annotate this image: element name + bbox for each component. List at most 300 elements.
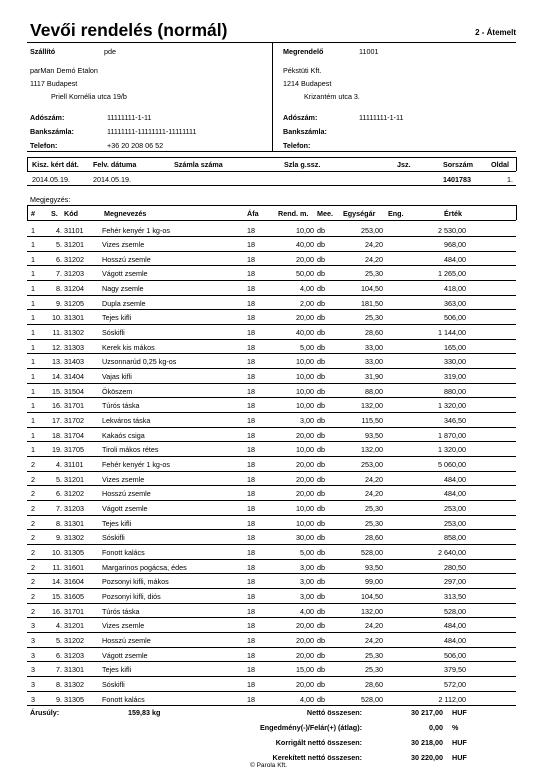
cell-qty: 20,00 <box>296 679 314 689</box>
cell-name: Pozsonyi kifli, diós <box>102 592 161 601</box>
table-row <box>27 456 516 472</box>
cell-vat: 18 <box>247 679 255 689</box>
cell-qty: 20,00 <box>296 474 314 484</box>
corrected-total-currency: HUF <box>452 738 467 747</box>
cell-price: 31,90 <box>365 372 383 382</box>
cell-price: 253,00 <box>361 460 383 470</box>
cell-unit: db <box>317 694 325 704</box>
info-box-left <box>27 157 28 171</box>
table-row <box>27 280 516 296</box>
cell-price: 25,30 <box>365 518 383 528</box>
cell-unit: db <box>317 679 325 689</box>
cell-price: 24,20 <box>365 254 383 264</box>
cell-hash: 1 <box>31 342 35 352</box>
cell-value: 1 144,00 <box>438 328 466 338</box>
supplier-code: pde <box>104 47 116 56</box>
table-row <box>27 324 516 340</box>
cell-code: 31301 <box>64 313 84 323</box>
cell-value: 165,00 <box>444 342 466 352</box>
cell-vat: 18 <box>247 562 255 572</box>
cell-code: 31701 <box>64 401 84 411</box>
cell-unit: db <box>317 592 325 601</box>
party-divider <box>272 43 273 151</box>
info-header-record-date: Felv. dátuma <box>93 160 137 169</box>
cell-vat: 18 <box>247 548 255 558</box>
cell-name: Fehér kenyér 1 kg-os <box>102 225 170 235</box>
cell-qty: 10,00 <box>296 372 314 382</box>
cell-seq: 7. <box>56 665 62 675</box>
cell-vat: 18 <box>247 328 255 338</box>
cell-hash: 2 <box>31 504 35 514</box>
cell-qty: 3,00 <box>300 592 314 601</box>
info-header-szla: Szla g.ssz. <box>284 160 321 169</box>
cell-name: Vizes zsemle <box>102 240 145 250</box>
table-row <box>27 427 516 443</box>
customer-tax-label: Adószám: <box>283 113 318 122</box>
cell-price: 132,00 <box>361 606 383 616</box>
cell-code: 31202 <box>64 635 84 645</box>
cell-value: 968,00 <box>444 240 466 250</box>
cell-vat: 18 <box>247 254 255 264</box>
cell-unit: db <box>317 518 325 528</box>
col-header-hash: # <box>31 209 35 218</box>
cell-qty: 20,00 <box>296 489 314 499</box>
cell-code: 31303 <box>64 342 84 352</box>
rounded-total-label: Kerekített nettó összesen: <box>272 753 362 762</box>
cell-code: 31301 <box>64 518 84 528</box>
cell-price: 104,50 <box>361 592 383 601</box>
cell-code: 31403 <box>64 357 84 367</box>
cell-seq: 8. <box>56 679 62 689</box>
cell-qty: 3,00 <box>300 577 314 587</box>
cell-name: Vizes zsemle <box>102 474 145 484</box>
cell-seq: 10. <box>52 548 62 558</box>
cell-qty: 10,00 <box>296 504 314 514</box>
cell-price: 24,20 <box>365 635 383 645</box>
weight-value: 159,83 kg <box>128 708 161 717</box>
info-values-bottom <box>27 185 516 186</box>
info-page: 1. <box>507 175 513 184</box>
cell-qty: 20,00 <box>296 460 314 470</box>
totals-divider <box>27 705 516 706</box>
cell-code: 31601 <box>64 562 84 572</box>
cell-qty: 20,00 <box>296 254 314 264</box>
cell-code: 31205 <box>64 298 84 308</box>
cell-value: 506,00 <box>444 650 466 660</box>
cell-qty: 20,00 <box>296 621 314 631</box>
corrected-total-value: 30 218,00 <box>411 738 443 747</box>
cell-code: 31604 <box>64 577 84 587</box>
cell-vat: 18 <box>247 665 255 675</box>
cell-price: 93,50 <box>365 562 383 572</box>
cell-price: 25,30 <box>365 269 383 279</box>
cell-name: Sóskifli <box>102 679 125 689</box>
cell-code: 31302 <box>64 533 84 543</box>
cell-hash: 1 <box>31 225 35 235</box>
cell-name: Fonott kalács <box>102 694 145 704</box>
net-total-currency: HUF <box>452 708 467 717</box>
cell-value: 484,00 <box>444 254 466 264</box>
cell-name: Túrós táska <box>102 606 140 616</box>
cell-qty: 3,00 <box>300 416 314 426</box>
cell-vat: 18 <box>247 386 255 396</box>
cell-value: 319,00 <box>444 372 466 382</box>
cell-code: 31305 <box>64 548 84 558</box>
cell-value: 1 265,00 <box>438 269 466 279</box>
cell-vat: 18 <box>247 284 255 294</box>
cell-hash: 3 <box>31 679 35 689</box>
cell-code: 31101 <box>64 460 84 470</box>
cell-name: Vágott zsemle <box>102 650 148 660</box>
table-row <box>27 236 516 252</box>
cell-price: 132,00 <box>361 401 383 411</box>
cell-qty: 20,00 <box>296 650 314 660</box>
customer-bank-label: Bankszámla: <box>283 127 327 136</box>
cell-code: 31101 <box>64 225 84 235</box>
cell-price: 181,50 <box>361 298 383 308</box>
info-header-jsz: Jsz. <box>397 160 411 169</box>
cell-seq: 5. <box>56 635 62 645</box>
cell-hash: 3 <box>31 694 35 704</box>
cell-vat: 18 <box>247 445 255 455</box>
cell-price: 25,30 <box>365 650 383 660</box>
cell-value: 280,50 <box>444 562 466 572</box>
cell-unit: db <box>317 430 325 440</box>
cell-seq: 19. <box>52 445 62 455</box>
cell-price: 25,30 <box>365 504 383 514</box>
table-row <box>27 265 516 281</box>
cell-unit: db <box>317 665 325 675</box>
cell-qty: 20,00 <box>296 635 314 645</box>
cell-qty: 10,00 <box>296 386 314 396</box>
page-title: Vevői rendelés (normál) <box>30 20 228 40</box>
table-row <box>27 251 516 267</box>
cell-code: 31201 <box>64 621 84 631</box>
table-row <box>27 412 516 428</box>
table-row <box>27 647 516 663</box>
net-total-value: 30 217,00 <box>411 708 443 717</box>
table-row <box>27 397 516 413</box>
cell-vat: 18 <box>247 577 255 587</box>
cell-code: 31301 <box>64 665 84 675</box>
cell-seq: 4. <box>56 225 62 235</box>
cell-name: Sóskifli <box>102 328 125 338</box>
info-header-date: Kisz. kért dát. <box>32 160 79 169</box>
cell-unit: db <box>317 269 325 279</box>
table-row <box>27 515 516 531</box>
cell-name: Pozsonyi kifli, mákos <box>102 577 169 587</box>
cell-unit: db <box>317 533 325 543</box>
cell-value: 1 870,00 <box>438 430 466 440</box>
cell-value: 484,00 <box>444 635 466 645</box>
cell-hash: 1 <box>31 372 35 382</box>
cell-code: 31202 <box>64 489 84 499</box>
cell-value: 297,00 <box>444 577 466 587</box>
cell-hash: 1 <box>31 386 35 396</box>
cell-hash: 1 <box>31 269 35 279</box>
cell-unit: db <box>317 328 325 338</box>
cell-unit: db <box>317 562 325 572</box>
cell-name: Vizes zsemle <box>102 621 145 631</box>
cell-price: 25,30 <box>365 665 383 675</box>
cell-price: 88,00 <box>365 386 383 396</box>
cell-value: 379,50 <box>444 665 466 675</box>
net-total-label: Nettó összesen: <box>306 708 362 717</box>
discount-label: Engedmény(-)/Felár(+) (átlag): <box>259 723 362 732</box>
info-box-right <box>516 157 517 171</box>
table-row <box>27 588 516 604</box>
table-row <box>27 559 516 575</box>
cell-value: 528,00 <box>444 606 466 616</box>
cell-seq: 11. <box>52 328 62 338</box>
info-date: 2014.05.19. <box>32 175 70 184</box>
table-row <box>27 691 516 707</box>
cell-vat: 18 <box>247 372 255 382</box>
cell-value: 572,00 <box>444 679 466 689</box>
cell-vat: 18 <box>247 416 255 426</box>
cell-qty: 15,00 <box>296 665 314 675</box>
cell-unit: db <box>317 635 325 645</box>
cell-hash: 1 <box>31 298 35 308</box>
supplier-tax-label: Adószám: <box>30 113 65 122</box>
cell-unit: db <box>317 284 325 294</box>
cell-code: 31302 <box>64 679 84 689</box>
cell-hash: 3 <box>31 665 35 675</box>
cell-code: 31504 <box>64 386 84 396</box>
table-row <box>27 368 516 384</box>
cell-value: 418,00 <box>444 284 466 294</box>
info-header-invoice: Számla száma <box>174 160 223 169</box>
cell-unit: db <box>317 298 325 308</box>
cell-vat: 18 <box>247 240 255 250</box>
cell-seq: 6. <box>56 650 62 660</box>
cell-vat: 18 <box>247 504 255 514</box>
cell-unit: db <box>317 372 325 382</box>
cell-name: Ököszem <box>102 386 133 396</box>
corrected-total-label: Korrigált nettó összesen: <box>275 738 362 747</box>
discount-value: 0,00 <box>429 723 443 732</box>
info-header-page: Oldal <box>491 160 509 169</box>
cell-price: 99,00 <box>365 577 383 587</box>
supplier-phone-label: Telefon: <box>30 141 58 150</box>
cell-code: 31702 <box>64 416 84 426</box>
cell-unit: db <box>317 606 325 616</box>
cell-hash: 3 <box>31 621 35 631</box>
cell-value: 253,00 <box>444 518 466 528</box>
cell-seq: 5. <box>56 474 62 484</box>
cell-price: 104,50 <box>361 284 383 294</box>
cell-vat: 18 <box>247 474 255 484</box>
customer-label: Megrendelő <box>283 47 324 56</box>
cell-qty: 20,00 <box>296 430 314 440</box>
cell-code: 31404 <box>64 372 84 382</box>
cell-vat: 18 <box>247 533 255 543</box>
cell-name: Fonott kalács <box>102 548 145 558</box>
cell-price: 24,20 <box>365 621 383 631</box>
cell-vat: 18 <box>247 401 255 411</box>
cell-seq: 13. <box>52 357 62 367</box>
cell-hash: 1 <box>31 254 35 264</box>
cell-name: Tejes kifli <box>102 518 132 528</box>
cell-unit: db <box>317 504 325 514</box>
cell-name: Uzsonnarúd 0,25 kg-os <box>102 357 177 367</box>
cell-seq: 6. <box>56 254 62 264</box>
cell-code: 31201 <box>64 240 84 250</box>
cell-seq: 10. <box>52 313 62 323</box>
cell-unit: db <box>317 416 325 426</box>
cell-qty: 3,00 <box>300 562 314 572</box>
cell-price: 33,00 <box>365 357 383 367</box>
cell-qty: 40,00 <box>296 240 314 250</box>
cell-code: 31701 <box>64 606 84 616</box>
table-head-top <box>27 205 516 206</box>
cell-value: 5 060,00 <box>438 460 466 470</box>
table-head-left <box>27 205 28 220</box>
cell-code: 31203 <box>64 650 84 660</box>
supplier-phone: +36 20 208 06 52 <box>107 141 164 150</box>
col-header-code: Kód <box>64 209 78 218</box>
table-row <box>27 353 516 369</box>
cell-unit: db <box>317 357 325 367</box>
supplier-bank-label: Bankszámla: <box>30 127 74 136</box>
cell-qty: 10,00 <box>296 401 314 411</box>
cell-vat: 18 <box>247 489 255 499</box>
cell-name: Vágott zsemle <box>102 269 148 279</box>
cell-name: Kerek kis mákos <box>102 342 155 352</box>
cell-unit: db <box>317 489 325 499</box>
cell-qty: 50,00 <box>296 269 314 279</box>
cell-name: Tejes kifli <box>102 665 132 675</box>
table-row <box>27 617 516 633</box>
cell-hash: 1 <box>31 416 35 426</box>
cell-qty: 10,00 <box>296 518 314 528</box>
cell-value: 484,00 <box>444 621 466 631</box>
cell-name: Nagy zsemle <box>102 284 144 294</box>
cell-seq: 8. <box>56 518 62 528</box>
table-row <box>27 309 516 325</box>
note-label: Megjegyzés: <box>30 195 71 204</box>
cell-qty: 10,00 <box>296 445 314 455</box>
cell-hash: 1 <box>31 445 35 455</box>
cell-name: Hosszú zsemle <box>102 254 151 264</box>
cell-unit: db <box>317 621 325 631</box>
info-record-date: 2014.05.19. <box>93 175 131 184</box>
cell-vat: 18 <box>247 518 255 528</box>
table-row <box>27 222 516 238</box>
cell-unit: db <box>317 313 325 323</box>
cell-vat: 18 <box>247 694 255 704</box>
cell-value: 484,00 <box>444 474 466 484</box>
cell-price: 93,50 <box>365 430 383 440</box>
cell-vat: 18 <box>247 592 255 601</box>
cell-qty: 40,00 <box>296 328 314 338</box>
customer-street: Krizantém utca 3. <box>304 92 360 101</box>
cell-code: 31605 <box>64 592 84 601</box>
cell-vat: 18 <box>247 650 255 660</box>
cell-value: 1 320,00 <box>438 401 466 411</box>
cell-code: 31302 <box>64 328 84 338</box>
cell-value: 330,00 <box>444 357 466 367</box>
cell-unit: db <box>317 342 325 352</box>
cell-hash: 2 <box>31 489 35 499</box>
cell-unit: db <box>317 225 325 235</box>
cell-price: 24,20 <box>365 489 383 499</box>
cell-vat: 18 <box>247 313 255 323</box>
cell-hash: 3 <box>31 650 35 660</box>
cell-value: 484,00 <box>444 489 466 499</box>
cell-unit: db <box>317 254 325 264</box>
cell-seq: 7. <box>56 504 62 514</box>
cell-qty: 5,00 <box>300 548 314 558</box>
cell-code: 31202 <box>64 254 84 264</box>
supplier-bank: 11111111-11111111-11111111 <box>107 127 197 136</box>
cell-seq: 9. <box>56 298 62 308</box>
cell-vat: 18 <box>247 342 255 352</box>
cell-price: 33,00 <box>365 342 383 352</box>
cell-code: 31201 <box>64 474 84 484</box>
cell-vat: 18 <box>247 460 255 470</box>
cell-price: 25,30 <box>365 313 383 323</box>
cell-hash: 1 <box>31 313 35 323</box>
info-header-serial: Sorszám <box>443 160 473 169</box>
cell-hash: 2 <box>31 548 35 558</box>
supplier-label: Szállító <box>30 47 56 56</box>
cell-vat: 18 <box>247 635 255 645</box>
table-head-right <box>516 205 517 220</box>
cell-qty: 2,00 <box>300 298 314 308</box>
table-row <box>27 676 516 692</box>
cell-price: 28,60 <box>365 328 383 338</box>
cell-code: 31203 <box>64 269 84 279</box>
supplier-name: parMan Demó Etalon <box>30 66 98 75</box>
supplier-street: Priell Kornélia utca 19/b <box>51 92 127 101</box>
cell-name: Sóskifli <box>102 533 125 543</box>
customer-city: 1214 Budapest <box>283 79 332 88</box>
cell-name: Vágott zsemle <box>102 504 148 514</box>
cell-hash: 2 <box>31 460 35 470</box>
cell-seq: 14. <box>52 577 62 587</box>
rounded-total-value: 30 220,00 <box>411 753 443 762</box>
supplier-tax: 11111111-1-11 <box>107 113 152 122</box>
cell-value: 2 112,00 <box>438 694 466 704</box>
cell-price: 253,00 <box>361 225 383 235</box>
table-row <box>27 441 516 457</box>
info-box-bottom <box>27 171 516 172</box>
cell-qty: 5,00 <box>300 342 314 352</box>
cell-vat: 18 <box>247 606 255 616</box>
cell-name: Dupla zsemle <box>102 298 146 308</box>
cell-value: 880,00 <box>444 386 466 396</box>
col-header-name: Megnevezés <box>104 209 147 218</box>
cell-qty: 4,00 <box>300 606 314 616</box>
cell-unit: db <box>317 445 325 455</box>
cell-price: 132,00 <box>361 445 383 455</box>
table-row <box>27 500 516 516</box>
cell-unit: db <box>317 548 325 558</box>
cell-name: Vajas kifli <box>102 372 132 382</box>
cell-price: 115,50 <box>361 416 383 426</box>
table-row <box>27 339 516 355</box>
cell-seq: 15. <box>52 592 62 601</box>
cell-unit: db <box>317 474 325 484</box>
cell-seq: 11. <box>52 562 62 572</box>
cell-hash: 1 <box>31 357 35 367</box>
cell-hash: 2 <box>31 562 35 572</box>
cell-code: 31203 <box>64 504 84 514</box>
cell-hash: 2 <box>31 577 35 587</box>
cell-code: 31704 <box>64 430 84 440</box>
cell-value: 1 320,00 <box>438 445 466 455</box>
